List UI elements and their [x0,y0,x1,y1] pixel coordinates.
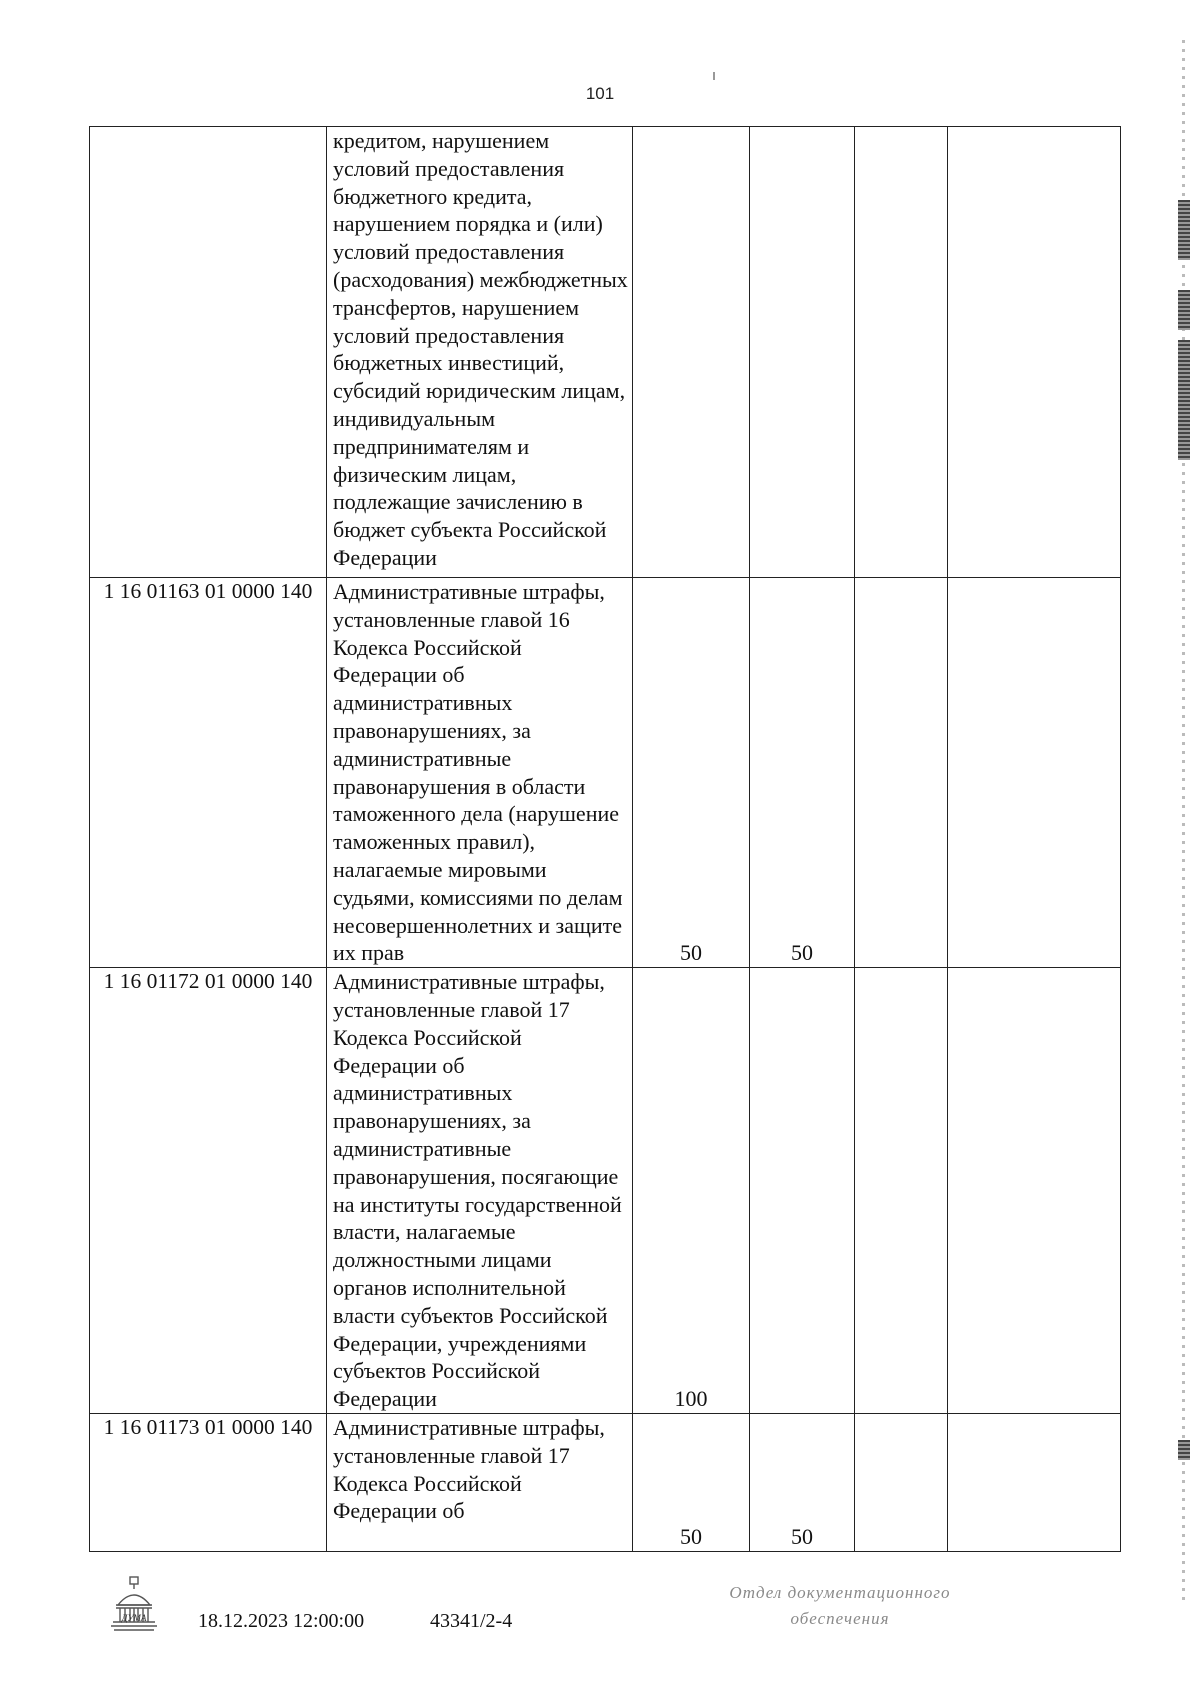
table-row [90,578,1121,968]
value-cell-3 [855,968,948,1414]
value-cell-2: 50 [750,1413,855,1551]
value-cell-3 [855,1413,948,1551]
value-cell-2 [750,127,855,578]
scan-edge-artifact [1174,40,1192,1600]
value-cell-2 [750,968,855,1414]
value-cell-1: 50 [633,1413,750,1551]
svg-text:ДУМА: ДУМА [121,1613,147,1623]
table-row [90,968,1121,1414]
value-cell-4 [948,578,1121,968]
value-cell-3 [855,127,948,578]
budget-code-cell: 1 16 01163 01 0000 140 [90,578,327,968]
stamp-line-2: обеспечения [790,1609,890,1628]
description-cell: кредитом, нарушением условий предоставления бюджетного кредита, нарушением порядка и (или) условий предоставления (расходования) межбюджетных трансфертов, нарушением условий предоставления бюджетных инвестиций, субсидий юридическим лицам, индивидуальным предпринимателям и физическим лицам, подлежащие зачислению в бюджет субъекта Российской Федерации [327,127,633,578]
value-cell-3 [855,578,948,968]
duma-building-icon [110,1575,158,1633]
budget-code-cell [90,127,327,578]
budget-code-cell: 1 16 01173 01 0000 140 [90,1413,327,1551]
description-cell: Административные штрафы, установленные главой 16 Кодекса Российской Федерации об административных правонарушениях, за административные правонарушения в области таможенного дела (нарушение таможенных правил), налагаемые мировыми судьями, комиссиями по делам несовершеннолетних и защите их прав [327,578,633,968]
value-cell-4 [948,127,1121,578]
footer-datetime: 18.12.2023 12:00:00 [198,1610,365,1632]
value-cell-1 [633,127,750,578]
value-cell-4 [948,968,1121,1414]
footer-doc-number: 43341/2-4 [430,1610,513,1632]
stamp-line-1: Отдел документационного [729,1583,951,1602]
scan-mark [713,72,715,80]
department-stamp [690,1580,990,1632]
table-row [90,127,1121,578]
budget-code-cell: 1 16 01172 01 0000 140 [90,968,327,1414]
value-cell-4 [948,1413,1121,1551]
revenue-table [89,126,1121,1552]
value-cell-2: 50 [750,578,855,968]
value-cell-1: 50 [633,578,750,968]
description-cell: Административные штрафы, установленные главой 17 Кодекса Российской Федерации об административных правонарушениях, за административные правонарушения, посягающие на институты государственной власти, налагаемые должностными лицами органов исполнительной власти субъектов Российской Федерации, учреждениями субъектов Российской Федерации [327,968,633,1414]
description-cell: Административные штрафы, установленные главой 17 Кодекса Российской Федерации об [327,1413,633,1551]
value-cell-1: 100 [633,968,750,1414]
page-number: 101 [585,84,615,103]
table-row [90,1413,1121,1551]
